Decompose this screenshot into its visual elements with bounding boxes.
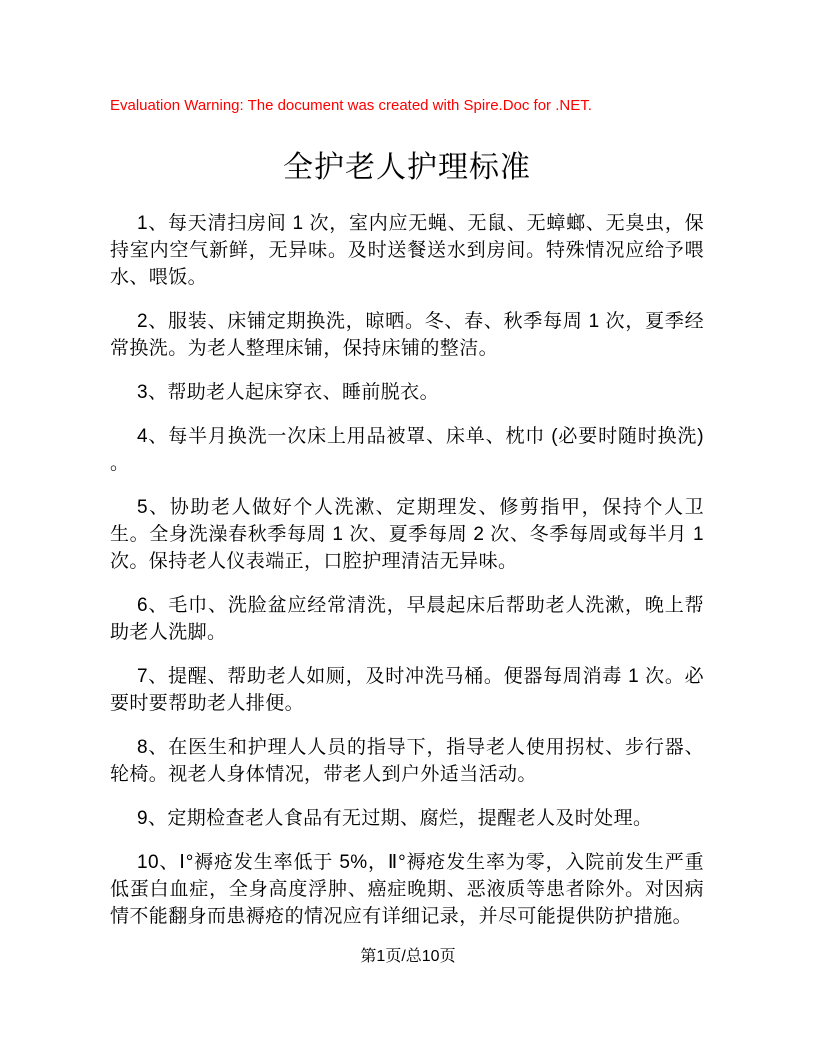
paragraph-6: 6、毛巾、洗脸盆应经常清洗，早晨起床后帮助老人洗漱，晚上帮助老人洗脚。 xyxy=(110,595,704,643)
evaluation-warning-text: Evaluation Warning: The document was created with Spire.Doc for .NET. xyxy=(110,97,592,114)
paragraph-9: 9、定期检查老人食品有无过期、腐烂，提醒老人及时处理。 xyxy=(137,808,653,829)
paragraph-1: 1、每天清扫房间 1 次，室内应无蝇、无鼠、无蟑螂、无臭虫，保持室内空气新鲜，无异味。及时送餐送水到房间。特殊情况应给予喂水、喂饭。 xyxy=(110,213,704,288)
page-number-footer: 第1页/总10页 xyxy=(360,948,456,965)
paragraph-7: 7、提醒、帮助老人如厕，及时冲洗马桶。便器每周消毒 1 次。必要时要帮助老人排便。 xyxy=(110,666,704,714)
paragraph-2: 2、服装、床铺定期换洗，晾晒。冬、春、秋季每周 1 次，夏季经常换洗。为老人整理床铺，保持床铺的整洁。 xyxy=(110,311,704,359)
paragraph-10: 10、Ⅰ°褥疮发生率低于 5%，Ⅱ°褥疮发生率为零，入院前发生严重低蛋白血症，全身高度浮肿、癌症晚期、恶液质等患者除外。对因病情不能翻身而患褥疮的情况应有详细记录，并尽可能提供防护措施。 xyxy=(110,852,704,927)
paragraph-8: 8、在医生和护理人人员的指导下，指导老人使用拐杖、步行器、轮椅。视老人身体情况，带老人到户外适当活动。 xyxy=(110,737,704,785)
document-title: 全护老人护理标准 xyxy=(283,151,531,184)
paragraph-5: 5、协助老人做好个人洗漱、定期理发、修剪指甲，保持个人卫生。全身洗澡春秋季每周 1 次、夏季每周 2 次、冬季每周或每半月 1 次。保持老人仪表端正，口腔护理清洁无异味。 xyxy=(110,497,704,572)
paragraph-4: 4、每半月换洗一次床上用品被罩、床单、枕巾 (必要时随时换洗) 。 xyxy=(110,426,704,474)
paragraph-3: 3、帮助老人起床穿衣、睡前脱衣。 xyxy=(137,382,439,403)
